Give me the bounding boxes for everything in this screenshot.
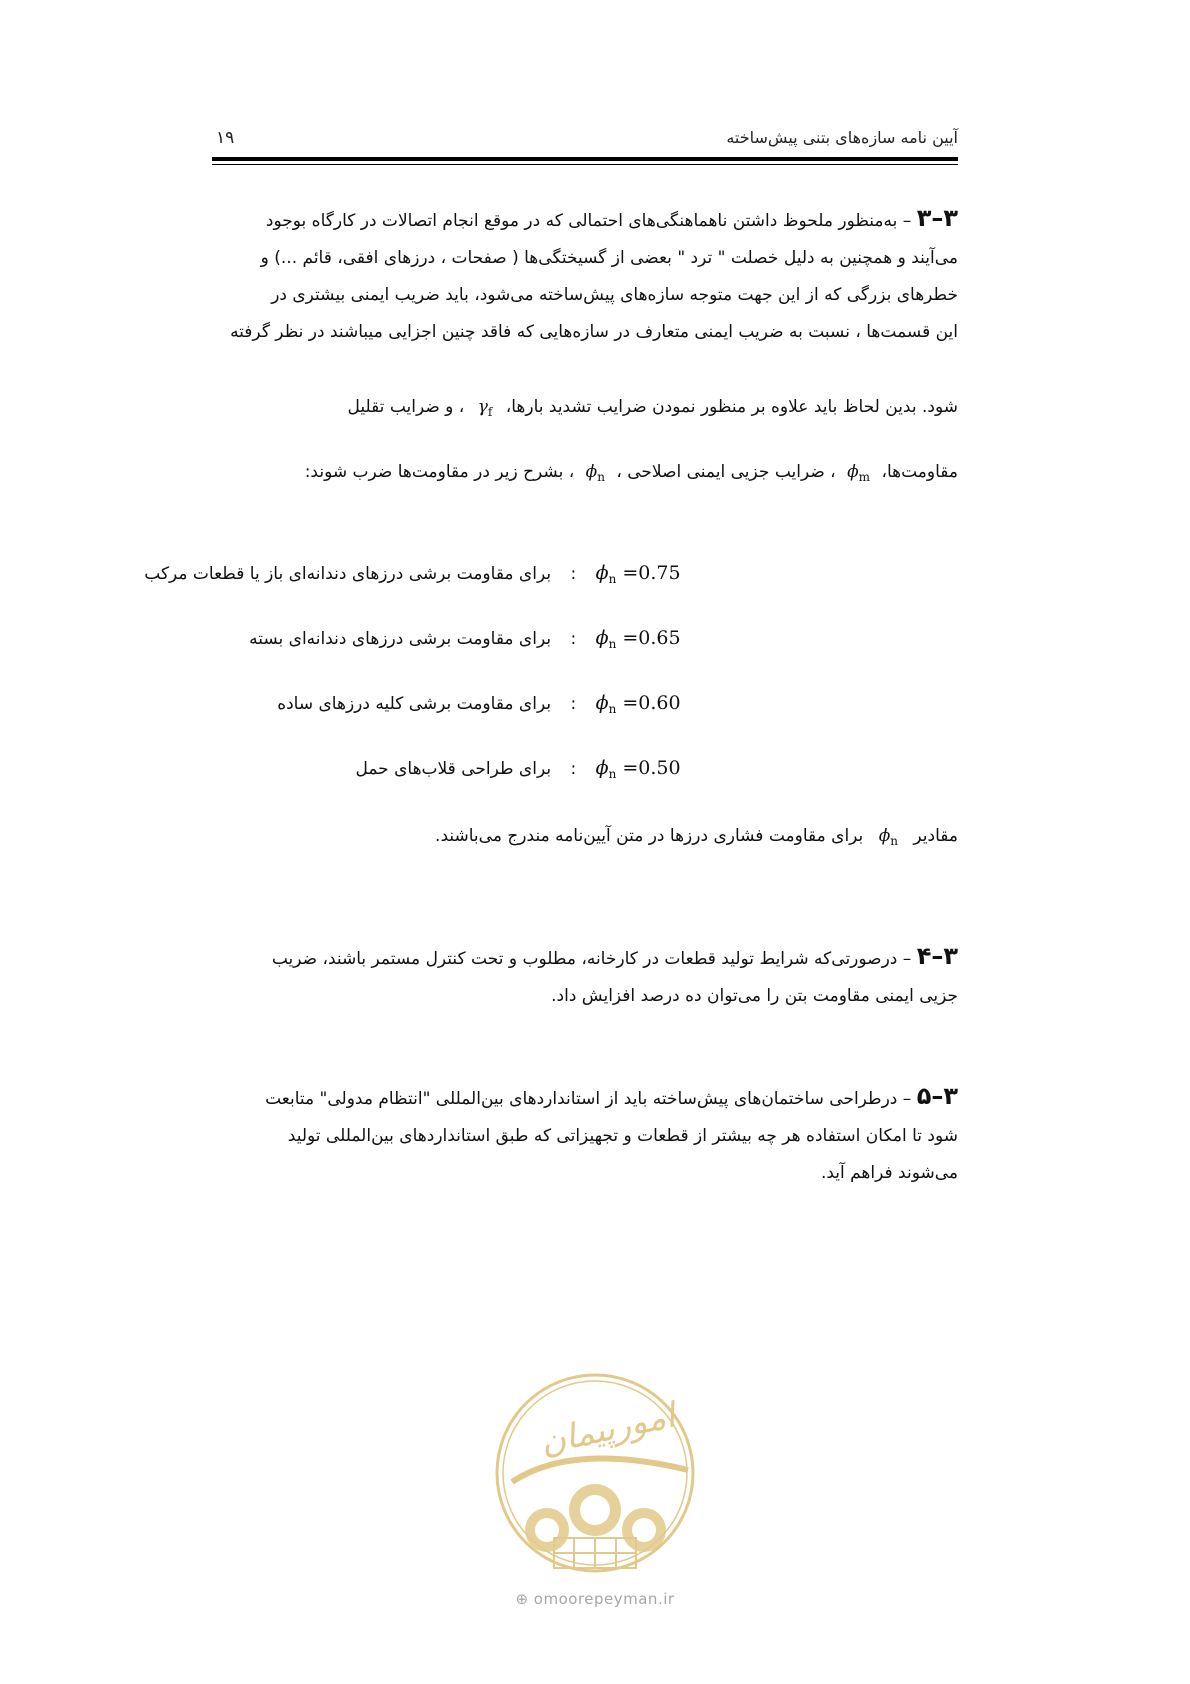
section-3-5-line-1	[212, 1078, 958, 1118]
coefficient-formula: $\phi_n =0.50$	[595, 757, 681, 781]
paragraph-text: – درصورتی‌که شرایط تولید قطعات در کارخانه، مطلوب و تحت کنترل مستمر باشند، ضریب	[271, 949, 912, 969]
coefficient-description: برای مقاومت برشی کلیه درزهای ساده	[277, 694, 552, 714]
globe-icon: ⊕	[515, 1590, 529, 1608]
running-header	[212, 128, 958, 154]
section-3-5-line-2: شود تا امکان استفاده هر چه بیشتر از قطعات و تجهیزاتی که طبق استانداردهای بین‌المللی تولید	[287, 1126, 958, 1146]
paragraph-text: – به‌منظور ملحوظ داشتن ناهماهنگی‌های احتمالی که در موقع انجام اتصالات در کارگاه بوجود	[265, 211, 912, 231]
section-3-4	[212, 938, 958, 1015]
section-3-3-line-3: خطرهای بزرگی که از این جهت متوجه سازه‌های پیش‌ساخته می‌شود، باید ضریب ایمنی بیشتری در	[271, 285, 958, 305]
paragraph-text: – درطراحی ساختمان‌های پیش‌ساخته باید از استانداردهای بین‌المللی "انتظام مدولی" متابعت	[265, 1089, 912, 1109]
coefficient-row: $\phi_n =0.65$ : برای مقاومت برشی درزهای دندانه‌ای بسته	[249, 627, 681, 651]
section-3-3	[212, 200, 958, 351]
paragraph-text: ، و ضرایب تقلیل	[347, 397, 465, 417]
coefficient-formula: $\phi_n =0.75$	[595, 562, 681, 586]
section-3-3-line-5	[212, 397, 958, 419]
paragraph-text: برای مقاومت فشاری درزها در متن آیین‌نامه مندرج می‌باشند.	[435, 826, 864, 846]
subscript: m	[858, 470, 871, 484]
phi-note	[212, 826, 958, 848]
section-3-3-line-4: این قسمت‌ها ، نسبت به ضریب ایمنی متعارف در سازه‌هایی که فاقد چنین اجزایی میباشند در نظر گرفته	[230, 322, 958, 342]
section-number: ۳–۳	[916, 204, 958, 232]
section-number: ۳–۴	[916, 942, 958, 970]
watermark-website	[0, 1590, 1190, 1608]
subscript: f	[487, 405, 493, 419]
header-rule-thin	[212, 164, 958, 165]
section-3-5-line-3: می‌شوند فراهم آید.	[820, 1163, 958, 1183]
coefficient-description: برای طراحی قلاب‌های حمل	[355, 759, 552, 779]
phi-m-symbol	[847, 462, 870, 484]
logo-script-text: امورپیمان	[536, 1395, 679, 1463]
coefficient-row: $\phi_n =0.60$ : برای مقاومت برشی کلیه درزهای ساده	[277, 692, 681, 716]
coefficient-row: $\phi_n =0.50$ : برای طراحی قلاب‌های حمل	[355, 757, 681, 781]
paragraph-text: شود. بدین لحاظ باید علاوه بر منظور نمودن ضرایب تشدید بارها،	[505, 397, 958, 417]
coefficient-row: $\phi_n =0.75$ : برای مقاومت برشی درزهای دندانه‌ای باز یا قطعات مرکب	[144, 562, 681, 586]
coefficient-formula: $\phi_n =0.60$	[595, 692, 681, 716]
section-3-5	[212, 1078, 958, 1192]
paragraph-text: مقادیر	[913, 826, 958, 846]
section-3-4-line-2: جزیی ایمنی مقاومت بتن را می‌توان ده درصد افزایش داد.	[551, 986, 958, 1006]
watermark-logo	[492, 1370, 698, 1576]
phi-n-symbol: $\phi_n$	[878, 826, 899, 848]
book-title: آیین نامه سازه‌های بتنی پیش‌ساخته	[726, 128, 958, 147]
website-text: omoorepeyman.ir	[533, 1590, 675, 1608]
section-3-3-line-1	[212, 200, 958, 240]
paragraph-text: مقاومت‌ها،	[881, 462, 958, 482]
coefficient-description: برای مقاومت برشی درزهای دندانه‌ای بسته	[249, 629, 552, 649]
coefficient-description: برای مقاومت برشی درزهای دندانه‌ای باز یا قطعات مرکب	[144, 564, 552, 584]
symbol: ϕ	[847, 462, 859, 482]
header-rule-thick	[212, 157, 958, 161]
gamma-f-symbol	[478, 397, 493, 419]
subscript: n	[597, 470, 605, 484]
symbol: ϕ	[585, 462, 598, 482]
phi-n-symbol	[586, 462, 605, 484]
paragraph-text: ، بشرح زیر در مقاومت‌ها ضرب شوند:	[304, 462, 575, 482]
coefficient-formula: $\phi_n =0.65$	[595, 627, 681, 651]
section-3-3-line-2: می‌آیند و همچنین به دلیل خصلت " ترد " بعضی از گسیختگی‌ها ( صفحات ، درزهای افقی، قائم ...) و	[260, 248, 958, 268]
page-number: ۱۹	[216, 128, 235, 148]
paragraph-text: ، ضرایب جزیی ایمنی اصلاحی ،	[616, 462, 836, 482]
section-3-4-line-1	[212, 938, 958, 978]
symbol: γ	[477, 397, 488, 417]
section-3-3-line-6	[212, 462, 958, 484]
section-number: ۳–۵	[916, 1082, 958, 1110]
